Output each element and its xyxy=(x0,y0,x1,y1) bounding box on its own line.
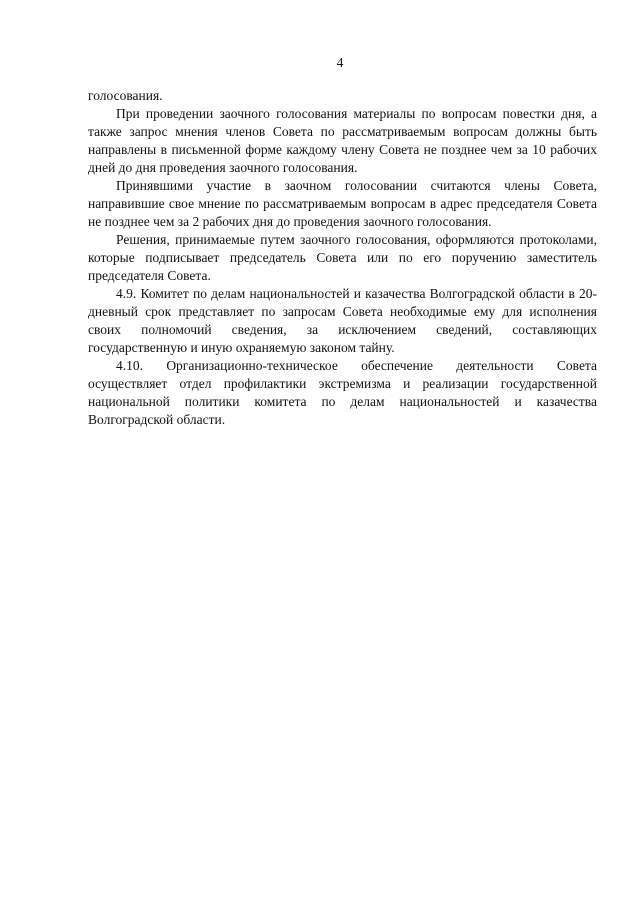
paragraph-item-4-9: 4.9. Комитет по делам национальностей и казачества Волгоградской области в 20-дневный срок представляет по запросам Совета необходимые ему для исполнения своих полномочий сведения, за исключением сведений, составляющих государственную и иную охраняемую законом тайну. xyxy=(88,286,597,355)
paragraph-participants: Принявшими участие в заочном голосовании считаются члены Совета, направившие свое мнение по рассматриваемым вопросам в адрес председателя Совета не позднее чем за 2 рабочих дня до проведения заочного голосования. xyxy=(88,178,597,229)
paragraph-continuation: голосования. xyxy=(88,88,163,103)
paragraph-decisions: Решения, принимаемые путем заочного голосования, оформляются протоколами, которые подписывает председатель Совета или по его поручению заместитель председателя Совета. xyxy=(88,232,597,283)
paragraph-item-4-10: 4.10. Организационно-техническое обеспечение деятельности Совета осуществляет отдел профилактики экстремизма и реализации государственной национальной политики комитета по делам национальностей и казачества Волгоградской области. xyxy=(88,358,597,427)
document-body xyxy=(88,87,597,429)
page-number: 4 xyxy=(336,55,344,70)
paragraph-materials: При проведении заочного голосования материалы по вопросам повестки дня, а также запрос мнения членов Совета по рассматриваемым вопросам должны быть направлены в письменной форме каждому члену Совета не позднее чем за 10 рабочих дней до дня проведения заочного голосования. xyxy=(88,106,597,175)
